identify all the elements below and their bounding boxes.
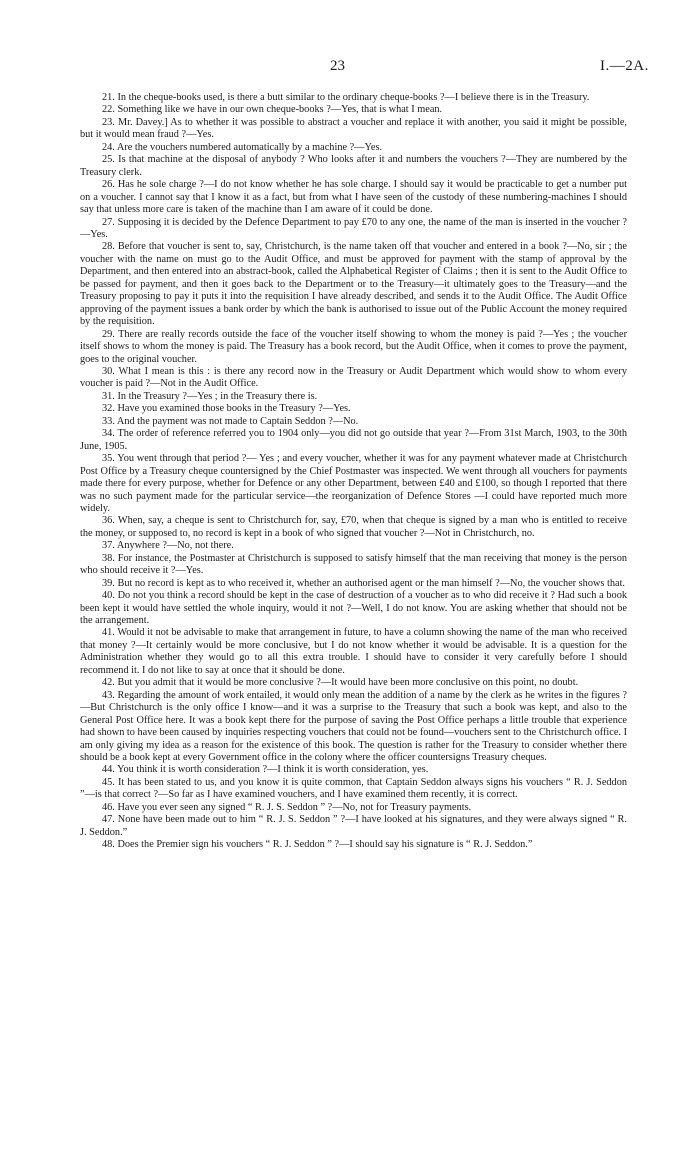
question-answer-paragraph: 38. For instance, the Postmaster at Christchurch is supposed to satisfy himself that the man receiving that money is the person who should receive it ?—Yes. [80, 552, 627, 577]
question-answer-paragraph: 48. Does the Premier sign his vouchers “ R. J. Seddon ” ?—I should say his signature is “ R. J. Seddon.” [102, 839, 533, 851]
page-number: 23 [330, 58, 345, 74]
question-answer-paragraph: 25. Is that machine at the disposal of anybody ? Who looks after it and numbers the vouchers ?—They are numbered by the Treasury clerk. [80, 154, 627, 178]
question-answer-paragraph: 28. Before that voucher is sent to, say, Christchurch, is the name taken off that voucher and entered in a book ?—No, sir ; the voucher with the name on must go to the Audit Office, and must be approved for payment with the stamp of approval by the Department, and then entered into an abstract-book, called the Alphabetical Register of Claims ; then it is sent to the Audit Office to be passed for payment, and then it goes back to the Department or to the Treasury—it ultimately goes to the Treasury—and the Treasury proposing to pay it puts it into the requisition I have already described, and sends it to the Audit Office. The Audit Office approving of the payment issues a bank order by which the bank is authorised to issue out of the Public Account the money required by the requisition. [80, 241, 627, 328]
document-reference: I.—2A. [600, 58, 649, 74]
question-answer-paragraph: 37. Anywhere ?—No, not there. [102, 540, 234, 552]
question-answer-paragraph: 46. Have you ever seen any signed “ R. J. S. Seddon ” ?—No, not for Treasury payments. [102, 801, 472, 813]
question-answer-paragraph: 44. You think it is worth consideration ?—I think it is worth consideration, yes. [102, 764, 429, 776]
question-answer-paragraph: 39. But no record is kept as to who received it, whether an authorised agent or the man himself ?—No, the voucher shows that. [102, 577, 625, 589]
question-answer-paragraph: 24. Are the vouchers numbered automatically by a machine ?—Yes. [102, 141, 383, 153]
question-answer-paragraph: 34. The order of reference referred you to 1904 only—you did not go outside that year ?—From 31st March, 1903, to the 30th June, 1905. [80, 428, 627, 452]
question-answer-paragraph: 29. There are really records outside the face of the voucher itself showing to whom the money is paid ?—Yes ; the voucher itself shows to whom the money is paid. The Treasury has a book record, but the Audit Office, when it comes to prove the payment, goes to the original voucher. [80, 328, 627, 365]
page-header [0, 58, 700, 78]
question-answer-paragraph: 42. But you admit that it would be more conclusive ?—It would have been more conclusive on this point, no doubt. [102, 677, 579, 689]
question-answer-paragraph: 47. None have been made out to him “ R. J. S. Seddon ” ?—I have looked at his signatures, and they were always signed “ R. J. Seddon.” [80, 814, 627, 838]
question-answer-paragraph: 31. In the Treasury ?—Yes ; in the Treasury there is. [102, 390, 318, 402]
question-answer-paragraph: 40. Do not you think a record should be kept in the case of destruction of a voucher as to who did receive it ? Had such a book been kept it would have settled the whole inquiry, would it not ?—Well, I do not know. You are asking whether that should not be the arrangement. [80, 590, 627, 627]
question-answer-paragraph: 21. In the cheque-books used, is there a butt similar to the ordinary cheque-books ?—I believe there is in the Treasury. [102, 92, 590, 103]
question-answer-paragraph: 41. Would it not be advisable to make that arrangement in future, to have a column showing the name of the man who received that money ?—It certainly would be more conclusive, but I do not know whether it would be advisable. It is a question for the Administration whether they would go to all this extra trouble. I should have to consider it very carefully before I should recommend it. I do not like to say at once that it should be done. [80, 627, 627, 676]
question-answer-paragraph: 30. What I mean is this : is there any record now in the Treasury or Audit Department which would show to whom every voucher is paid ?—Not in the Audit Office. [80, 365, 627, 390]
question-answer-paragraph: 32. Have you examined those books in the Treasury ?—Yes. [102, 403, 351, 415]
question-answer-paragraph: 36. When, say, a cheque is sent to Christchurch for, say, £70, when that cheque is signed by a man who is entitled to receive the money, or supposed to, no record is kept in a book of who signed that voucher ?—Not in Christchurch, no. [80, 515, 627, 539]
question-answer-paragraph: 43. Regarding the amount of work entailed, it would only mean the addition of a name by the clerk as he writes in the figures ?—But Christchurch is the only office I know—and it was a surprise to the Treasury that such a book was kept, and also to the General Post Office here. It was a book kept there for the purpose of saving the Post Office perhaps a little trouble that experience had shown to have been caused by inquiries respecting vouchers that could not be found—vouchers sent to the Christchurch office. I am only giving my idea as a reason for the existence of this book. The question is rather for the Treasury to consider whether there should be a book kept at every Government office in the colony where the officer countersigns Treasury cheques. [80, 689, 627, 764]
question-answer-paragraph: 23. Mr. Davey.] As to whether it was possible to abstract a voucher and replace it with another, you said it might be possible, but it would mean fraud ?—Yes. [80, 116, 627, 141]
question-answer-paragraph: 22. Something like we have in our own cheque-books ?—Yes, that is what I mean. [102, 104, 443, 116]
transcript-body [80, 92, 627, 852]
question-answer-paragraph: 26. Has he sole charge ?—I do not know whether he has sole charge. I should say it would be practicable to get a number put on a voucher. I cannot say that I know it as a fact, but from what I have seen of the custody of these numbering-machines I should say that unless more care is taken of the machine than I am aware of it could be done. [80, 179, 627, 216]
question-answer-paragraph: 35. You went through that period ?— Yes ; and every voucher, whether it was for any payment whatever made at Christchurch Post Office by a Treasury cheque countersigned by the Chief Postmaster was inspected. We went through all vouchers for payments made there for every purpose, whether for Defence or any other Department, between £40 and £100, so though I reported that there was no such payment made for the particular service—the reorganization of Defence Stores —I could have reported much more widely. [80, 453, 627, 514]
question-answer-paragraph: 45. It has been stated to us, and you know it is quite common, that Captain Seddon always signs his vouchers “ R. J. Seddon ”—is that correct ?—So far as I have examined vouchers, and I have examined them recently, it is correct. [80, 776, 627, 801]
question-answer-paragraph: 33. And the payment was not made to Captain Seddon ?—No. [102, 415, 359, 427]
question-answer-paragraph: 27. Supposing it is decided by the Defence Department to pay £70 to any one, the name of the man is inserted in the voucher ?—Yes. [80, 216, 627, 240]
